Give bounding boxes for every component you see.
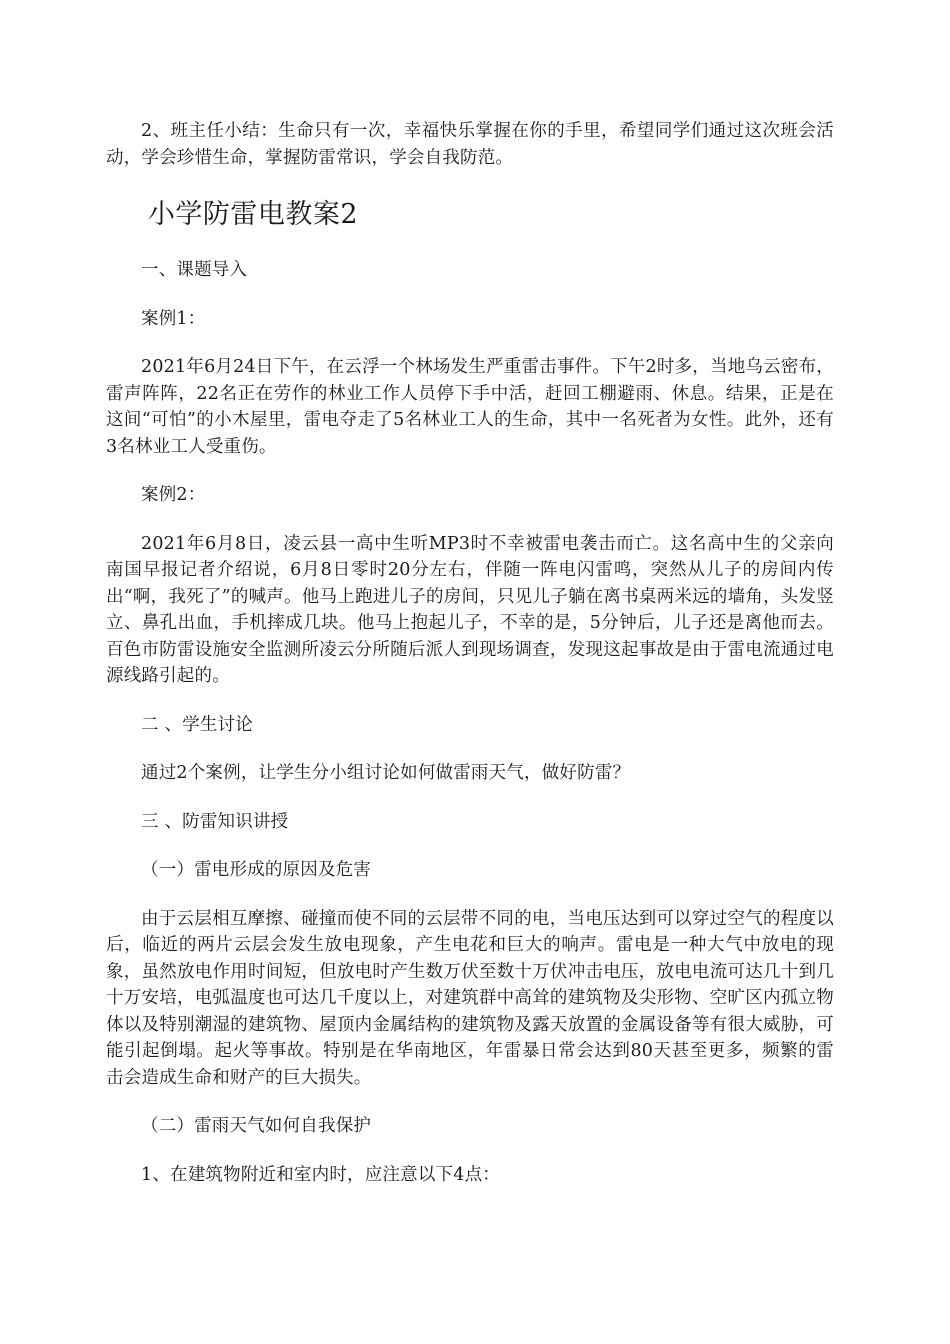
section-3-subtext-1: 由于云层相互摩擦、碰撞而使不同的云层带不同的电，当电压达到可以穿过空气的程度以后，临近的两片云层会发生放电现象，产生电花和巨大的响声。雷电是一种大气中放电的现象，虽然放电作用时间短，但放电时产生数万伏至数十万伏冲击电压，放电电流可达几十到几十万安培，电弧温度也可达几千度以上，对建筑群中高耸的建筑物及尖形物、空旷区内孤立物体以及特别潮湿的建筑物、屋顶内金属结构的建筑物及露天放置的金属设备等有很大威胁，可能引起倒塌。起火等事故。特别是在华南地区，年雷暴日常会达到80天甚至更多，频繁的雷击会造成生命和财产的巨大损失。 bbox=[106, 908, 834, 1088]
section-1-heading: 一、课题导入 bbox=[141, 260, 248, 280]
section-3-subheading-1: （一）雷电形成的原因及危害 bbox=[141, 860, 372, 880]
document-page bbox=[106, 118, 834, 1188]
section-3-subheading-2: （二）雷雨天气如何自我保护 bbox=[141, 1116, 372, 1136]
case-1-text: 2021年6月24日下午，在云浮一个林场发生严重雷击事件。下午2时多，当地乌云密布，雷声阵阵，22名正在劳作的林业工作人员停下手中活，赶回工棚避雨、休息。结果，正是在这间“可怕”的小木屋里，雷电夺走了5名林业工人的生命，其中一名死者为女性。此外，还有3名林业工人受重伤。 bbox=[106, 357, 834, 457]
section-3-item-1: 1、在建筑物附近和室内时，应注意以下4点： bbox=[141, 1164, 500, 1185]
section-2-heading: 二 、学生讨论 bbox=[141, 714, 253, 735]
case-2-label: 案例2： bbox=[141, 485, 206, 505]
case-1-label: 案例1： bbox=[141, 308, 206, 329]
section-3-heading: 三 、防雷知识讲授 bbox=[141, 811, 289, 832]
summary-paragraph: 2、班主任小结：生命只有一次，幸福快乐掌握在你的手里，希望同学们通过这次班会活动，学会珍惜生命，掌握防雷常识，学会自我防范。 bbox=[106, 121, 834, 168]
document-title: 小学防雷电教案2 bbox=[147, 199, 359, 230]
case-2-text: 2021年6月8日，凌云县一高中生听MP3时不幸被雷电袭击而亡。这名高中生的父亲向南国早报记者介绍说，6月8日零时20分左右，伴随一阵电闪雷鸣，突然从儿子的房间内传出“啊，我死了”的喊声。他马上跑进儿子的房间，只见儿子躺在离书桌两米远的墙角，头发竖立、鼻孔出血，手机摔成几块。他马上抱起儿子，不幸的是，5分钟后，儿子还是离他而去。百色市防雷设施安全监测所凌云分所随后派人到现场调查，发现这起事故是由于雷电流通过电源线路引起的。 bbox=[106, 533, 834, 686]
section-2-text: 通过2个案例，让学生分小组讨论如何做雷雨天气，做好防雷？ bbox=[141, 763, 631, 783]
